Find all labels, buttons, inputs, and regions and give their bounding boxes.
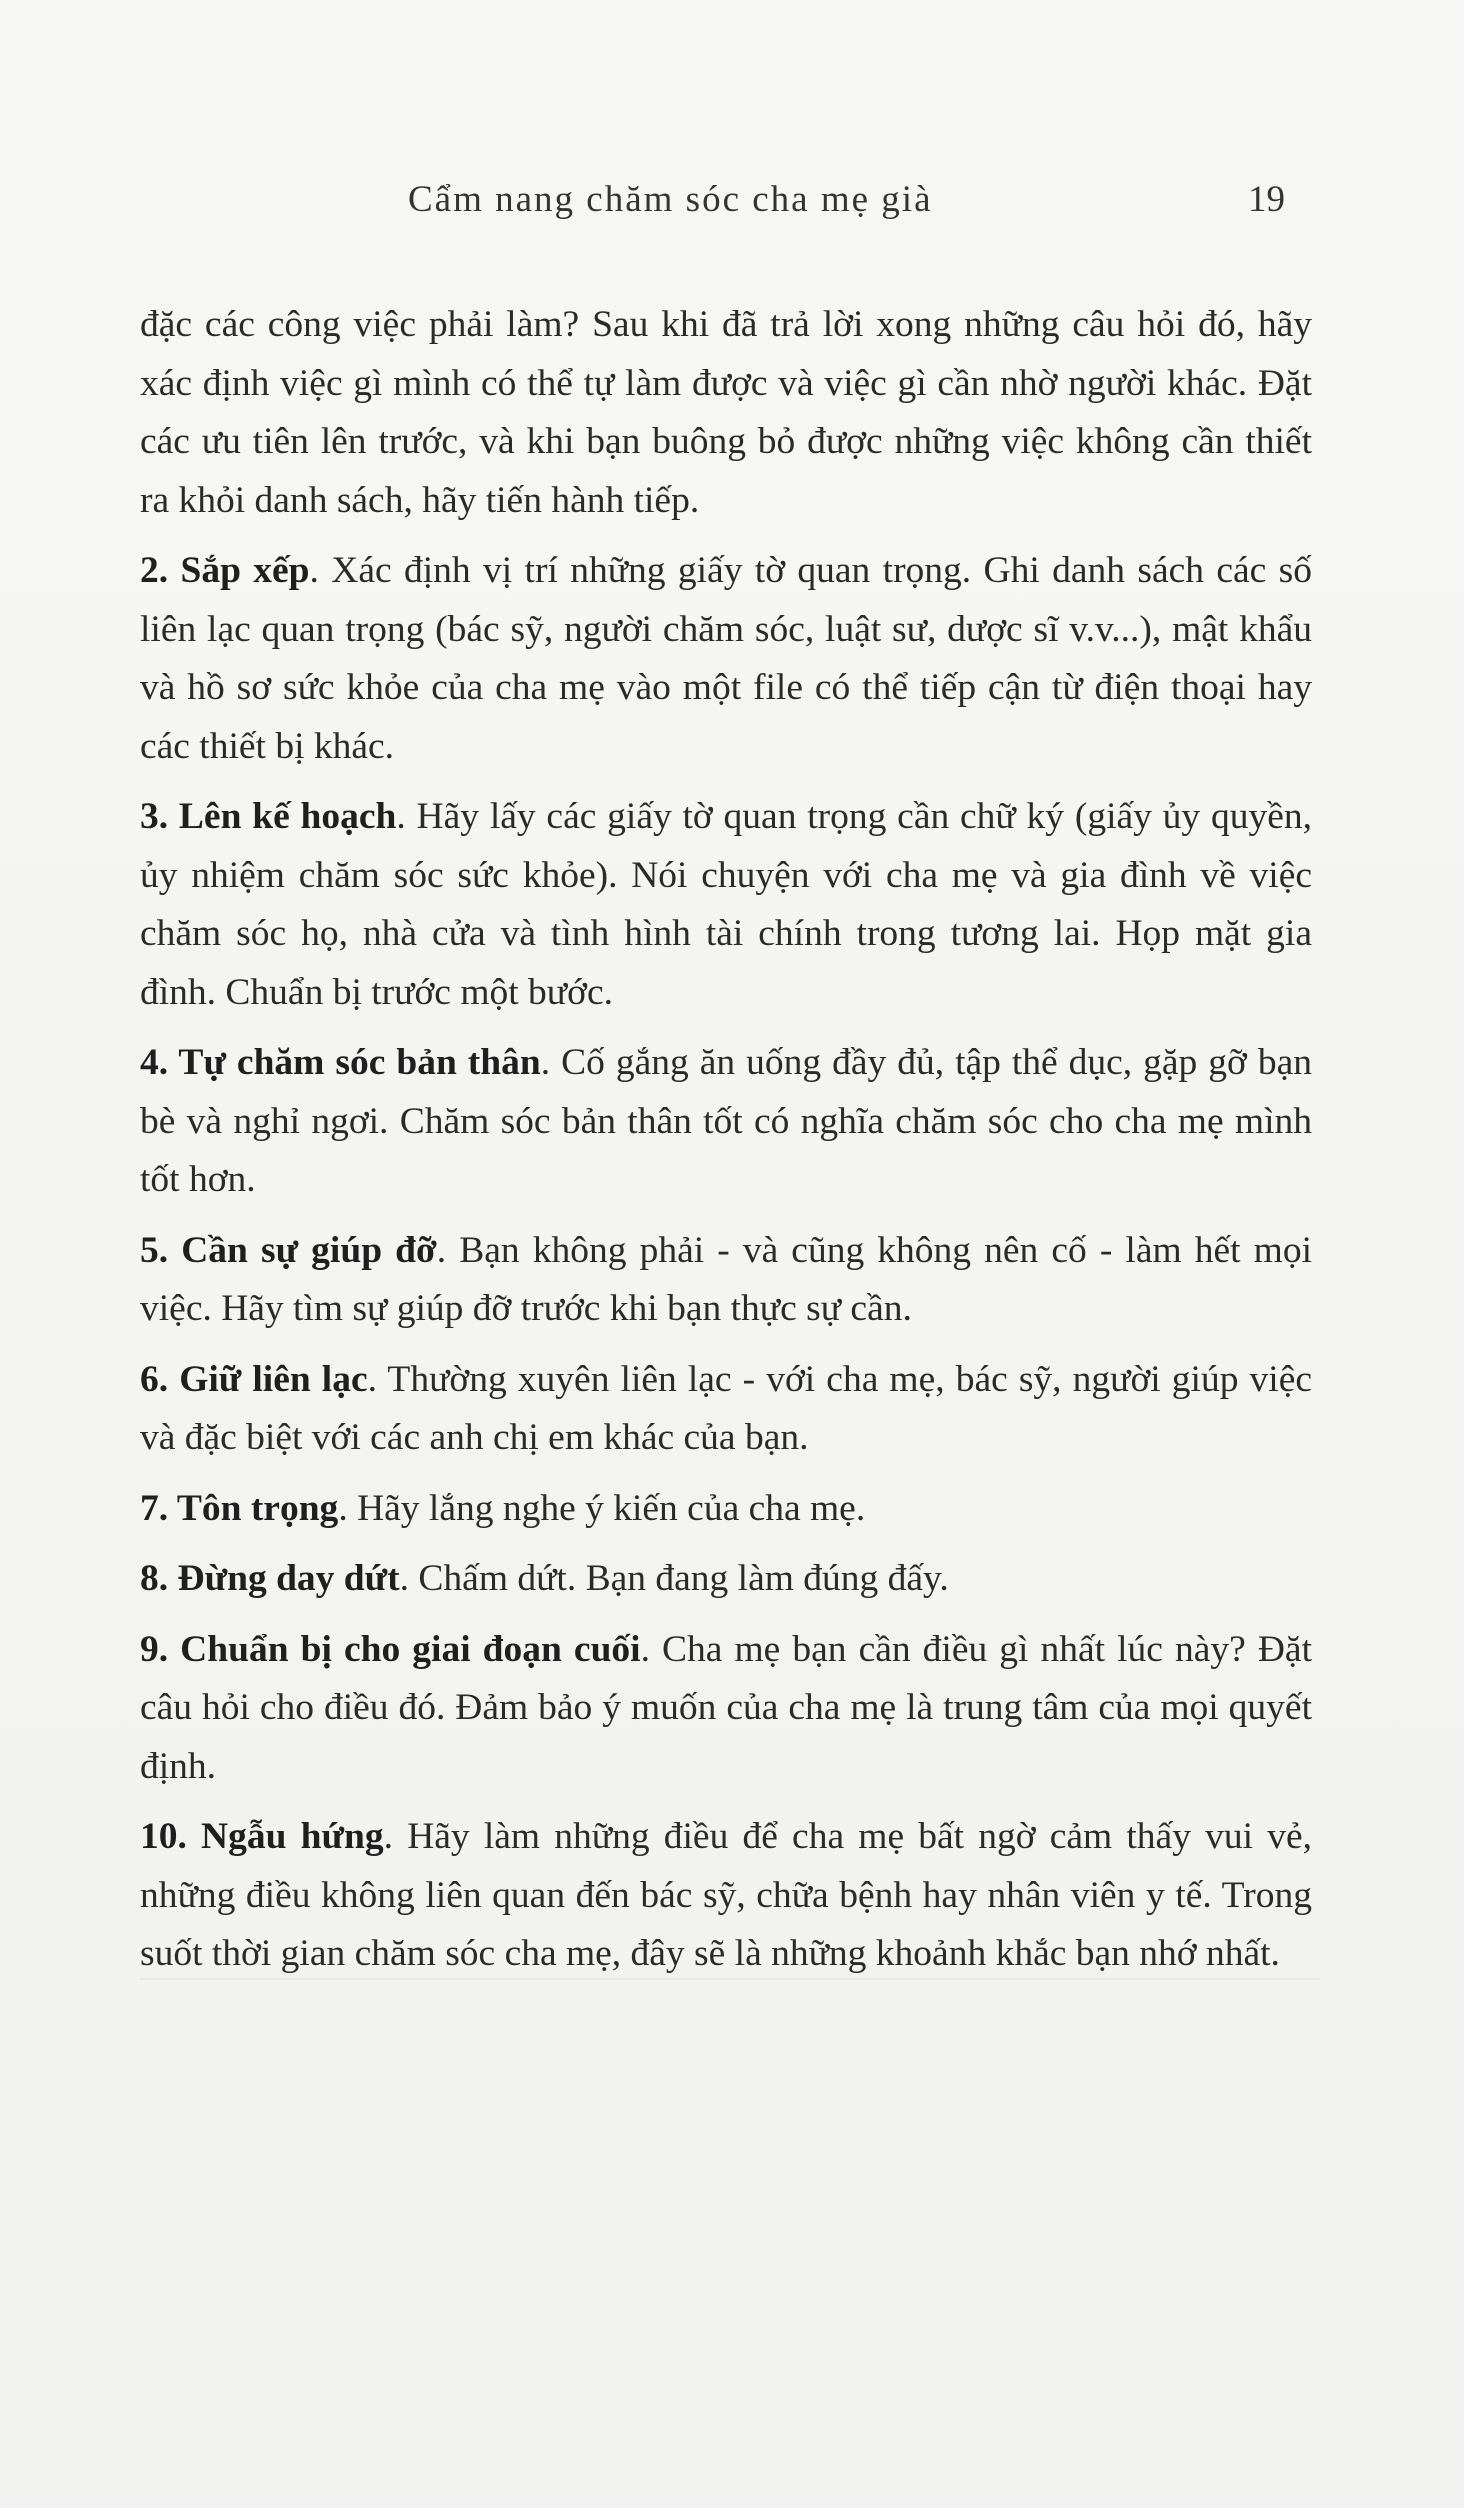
item-text: . Cố gắng ăn uống đầy đủ, tập thể dục, gặp gỡ bạn bè và nghỉ ngơi. Chăm sóc bản thân tốt có nghĩa chăm sóc cho cha mẹ mình tốt hơn. [140, 1042, 1312, 1200]
list-item-chuan-bi-giai-doan-cuoi [140, 1621, 1312, 1797]
list-item-tu-cham-soc [140, 1034, 1312, 1210]
item-heading: 2. Sắp xếp [140, 550, 310, 591]
list-item-can-su-giup-do [140, 1222, 1312, 1339]
page-number: 19 [1248, 179, 1285, 220]
item-text: . Cha mẹ bạn cần điều gì nhất lúc này? Đặt câu hỏi cho điều đó. Đảm bảo ý muốn của cha mẹ là trung tâm của mọi quyết định. [140, 1628, 1312, 1787]
item-heading: 10. Ngẫu hứng [140, 1816, 384, 1857]
list-item-giu-lien-lac [140, 1351, 1312, 1468]
item-heading: 4. Tự chăm sóc bản thân [140, 1042, 541, 1083]
item-heading: 8. Đừng day dứt [140, 1558, 400, 1599]
item-text: . Thường xuyên liên lạc - với cha mẹ, bác sỹ, người giúp việc và đặc biệt với các anh chị em khác của bạn. [140, 1358, 1312, 1458]
item-text: . Bạn không phải - và cũng không nên cố - làm hết mọi việc. Hãy tìm sự giúp đỡ trước khi bạn thực sự cần. [140, 1229, 1312, 1329]
item-heading: 5. Cần sự giúp đỡ [140, 1229, 437, 1271]
item-text: . Hãy lấy các giấy tờ quan trọng cần chữ ký (giấy ủy quyền, ủy nhiệm chăm sóc sức khỏe). Nói chuyện với cha mẹ và gia đình về việc chăm sóc họ, nhà cửa và tình hình tài chính trong tương lai. Họp mặt gia đình. Chuẩn bị trước một bước. [140, 796, 1312, 1013]
item-heading: 3. Lên kế hoạch [140, 796, 397, 837]
list-item-ngau-hung [140, 1808, 1312, 1984]
paragraph-continued [140, 296, 1312, 530]
list-item-ton-trong [140, 1480, 1312, 1539]
running-head [0, 178, 1464, 222]
running-title: Cẩm nang chăm sóc cha mẹ già [408, 179, 933, 220]
item-heading: 9. Chuẩn bị cho giai đoạn cuối [140, 1628, 641, 1670]
list-item-dung-day-dut [140, 1550, 1312, 1609]
item-heading: 7. Tôn trọng [140, 1487, 339, 1529]
body-text [140, 296, 1312, 1996]
paragraph-text: đặc các công việc phải làm? Sau khi đã trả lời xong những câu hỏi đó, hãy xác định việc gì mình có thể tự làm được và việc gì cần nhờ người khác. Đặt các ưu tiên lên trước, và khi bạn buông bỏ được những việc không cần thiết ra khỏi danh sách, hãy tiến hành tiếp. [140, 304, 1312, 521]
item-text: . Hãy làm những điều để cha mẹ bất ngờ cảm thấy vui vẻ, những điều không liên quan đến bác sỹ, chữa bệnh hay nhân viên y tế. Trong suốt thời gian chăm sóc cha mẹ, đây sẽ là những khoảnh khắc bạn nhớ nhất. [140, 1816, 1312, 1974]
item-heading: 6. Giữ liên lạc [140, 1358, 368, 1400]
item-text: . Hãy lắng nghe ý kiến của cha mẹ. [338, 1487, 866, 1529]
item-text: . Xác định vị trí những giấy tờ quan trọng. Ghi danh sách các số liên lạc quan trọng (bác sỹ, người chăm sóc, luật sư, dược sĩ v.v...), mật khẩu và hồ sơ sức khỏe của cha mẹ vào một file có thể tiếp cận từ điện thoại hay các thiết bị khác. [140, 550, 1312, 767]
list-item-len-ke-hoach [140, 788, 1312, 1022]
item-text: . Chấm dứt. Bạn đang làm đúng đấy. [399, 1558, 949, 1599]
list-item-sap-xep [140, 542, 1312, 776]
